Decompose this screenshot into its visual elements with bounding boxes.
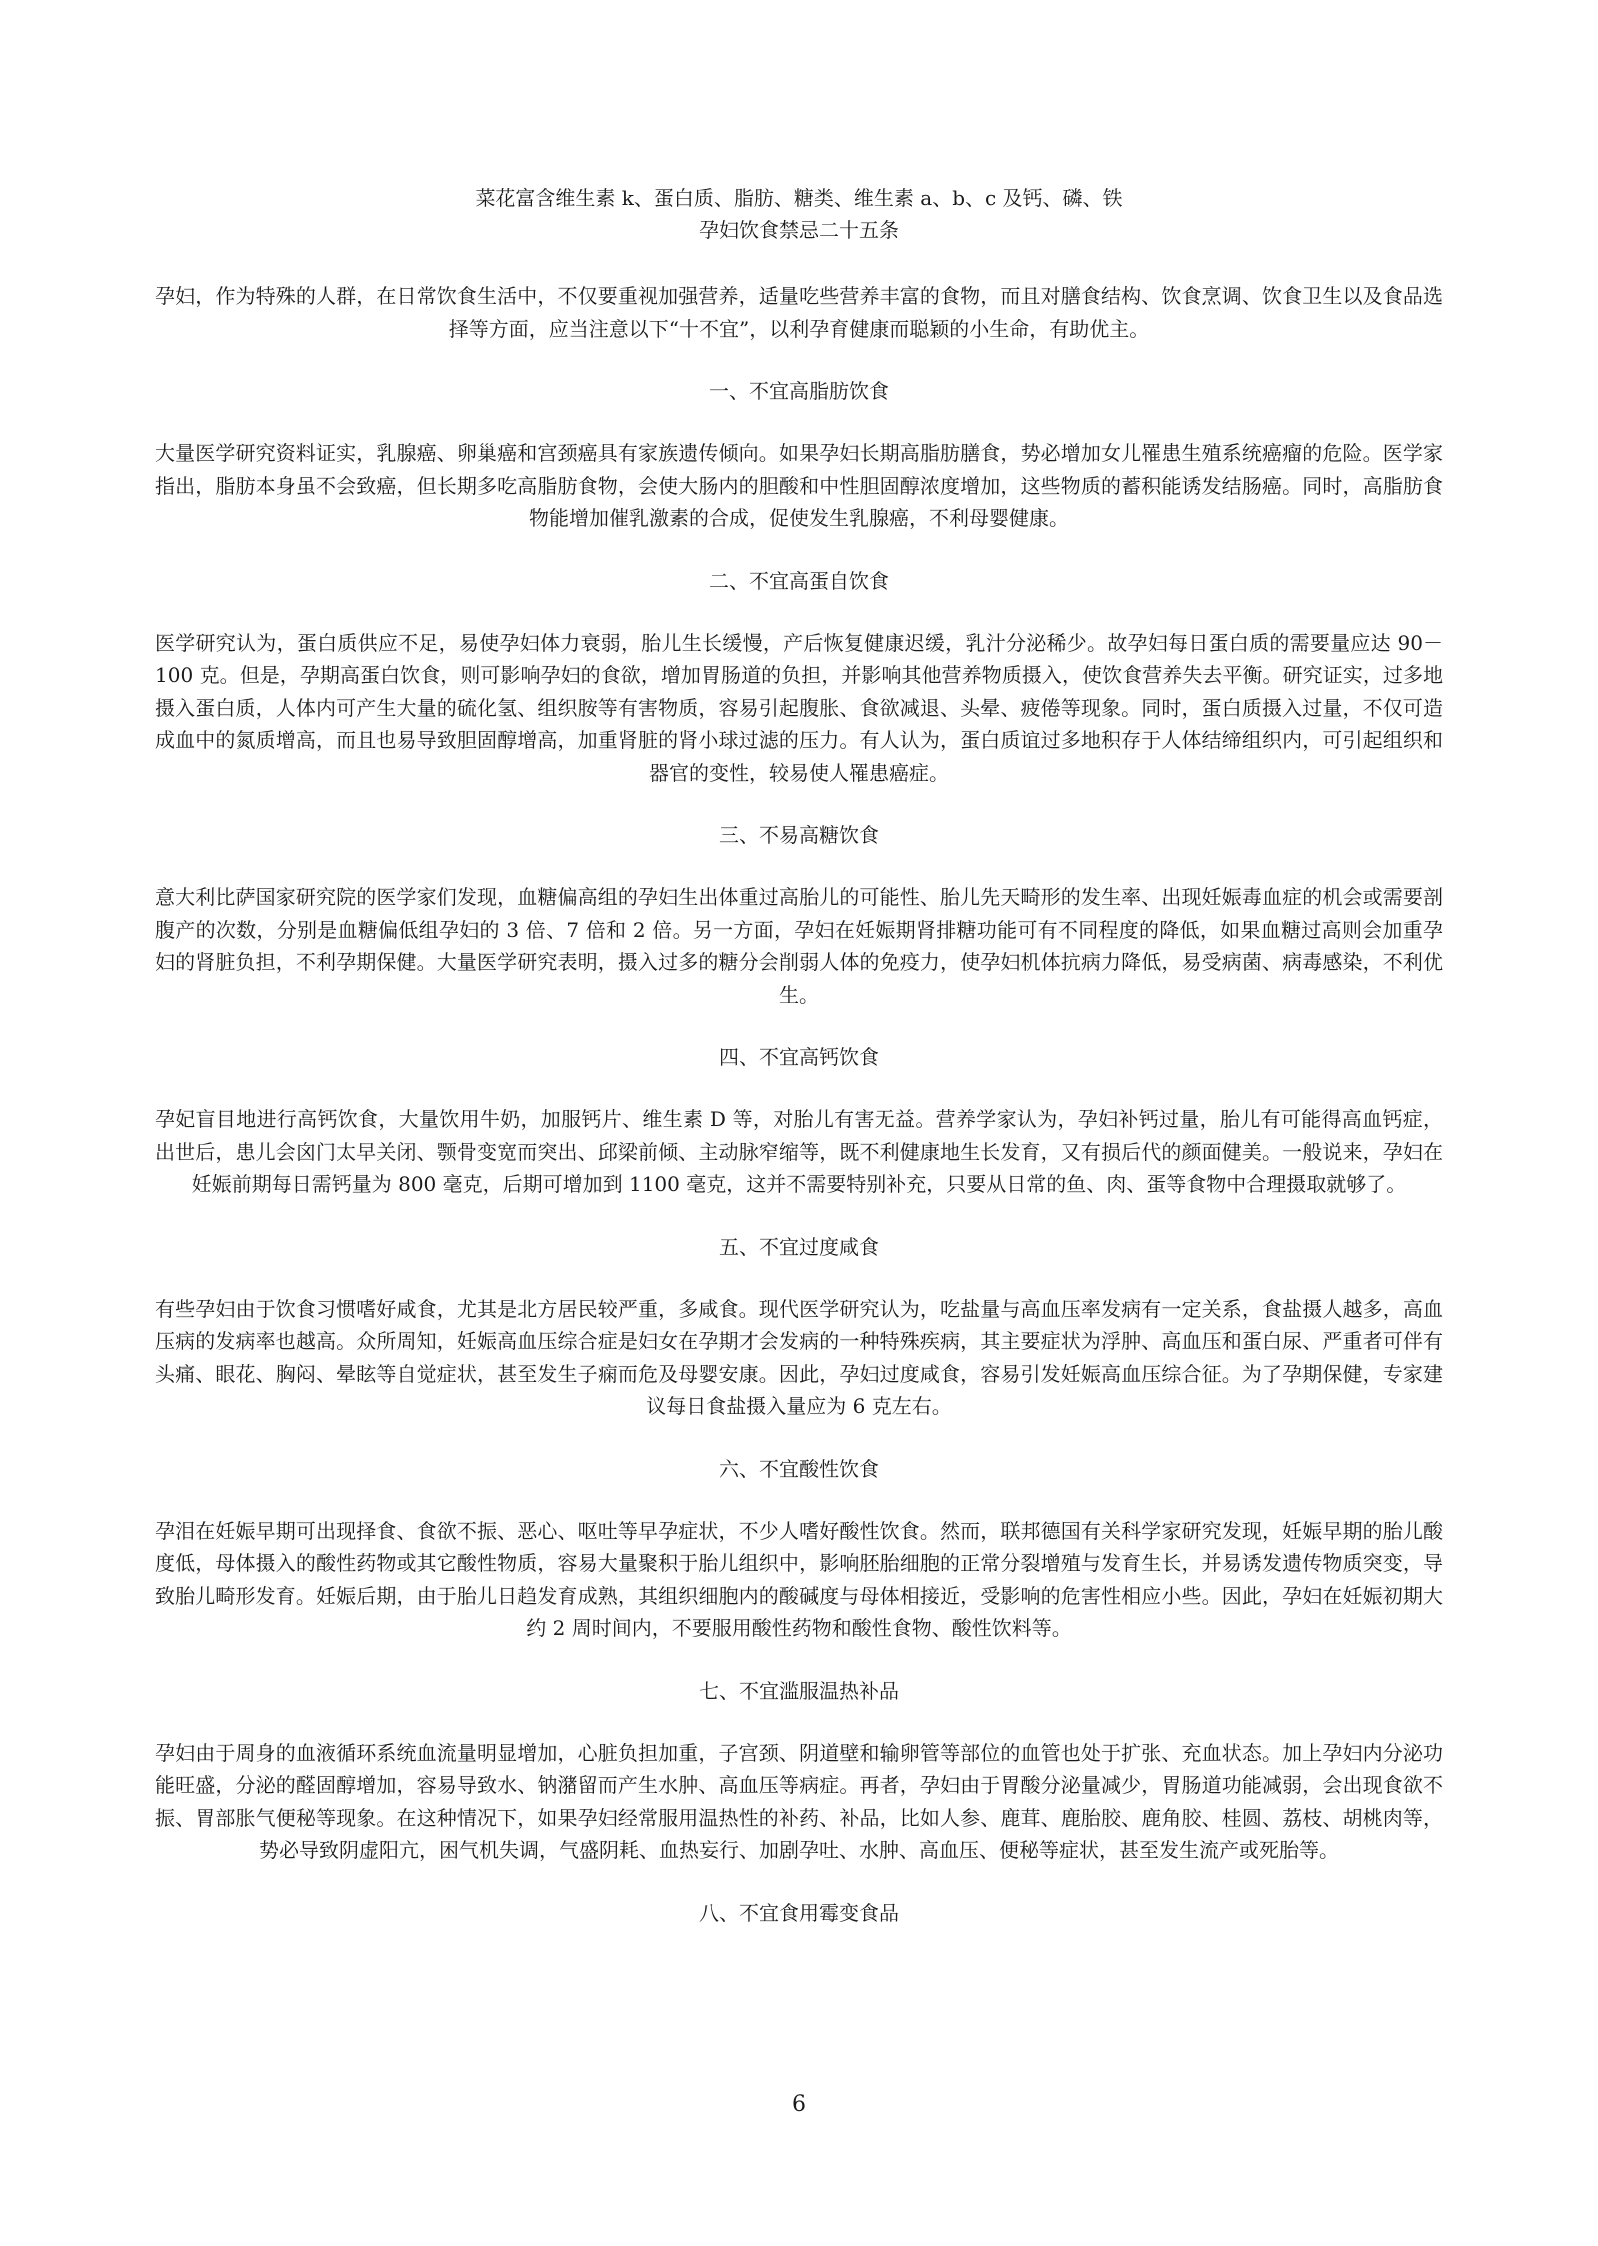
section-heading-1: 一、不宜高脂肪饮食 xyxy=(709,379,889,403)
section-body-3: 意大利比萨国家研究院的医学家们发现，血糖偏高组的孕妇生出体重过高胎儿的可能性、胎儿先天畸形的发生率、出现妊娠毒血症的机会或需要剖腹产的次数，分别是血糖偏低组孕妇的 3 倍、7 倍和 2 倍。另一方面，孕妇在妊娠期肾排糖功能可有不同程度的降低，如果血糖过高则会加重孕妇的肾脏负担，不利孕期保健。大量医学研究表明，摄入过多的糖分会削弱人体的免疫力，使孕妇机体抗病力降低，易受病菌、病毒感染，不利优生。 xyxy=(155,885,1443,1007)
section-heading-3: 三、不易高糖饮食 xyxy=(719,823,879,847)
section-body-4: 孕妃盲目地进行高钙饮食，大量饮用牛奶，加服钙片、维生素 D 等，对胎儿有害无益。营养学家认为，孕妇补钙过量，胎儿有可能得高血钙症，出世后，患儿会囟门太早关闭、颚骨变宽而突出、邱梁前倾、主动脉窄缩等，既不利健康地生长发育，又有损后代的颜面健美。一般说来，孕妇在妊娠前期每日需钙量为 800 毫克，后期可增加到 1100 毫克，这并不需要特别补充，只要从日常的鱼、肉、蛋等食物中合理摄取就够了。 xyxy=(155,1107,1443,1196)
section-heading-8: 八、不宜食用霉变食品 xyxy=(699,1900,899,1925)
section-heading-4: 四、不宜高钙饮食 xyxy=(719,1045,879,1069)
section-heading-5: 五、不宜过度咸食 xyxy=(719,1234,879,1259)
section-heading-7: 七、不宜滥服温热补品 xyxy=(699,1678,899,1703)
section-heading-6: 六、不宜酸性饮食 xyxy=(719,1456,879,1481)
document-title: 孕妇饮食禁忌二十五条 xyxy=(699,218,899,242)
page-number: 6 xyxy=(792,2092,806,2117)
section-body-6: 孕泪在妊娠早期可出现择食、食欲不振、恶心、呕吐等早孕症状，不少人嗜好酸性饮食。然而，联邦德国有关科学家研究发现，妊娠早期的胎儿酸度低，母体摄入的酸性药物或其它酸性物质，容易大量聚积于胎儿组织中，影响胚胎细胞的正常分裂增殖与发育生长，并易诱发遗传物质突变，导致胎儿畸形发育。妊娠后期，由于胎儿日趋发育成熟，其组织细胞内的酸碱度与母体相接近，受影响的危害性相应小些。因此，孕妇在妊娠初期大约 2 周时间内，不要服用酸性药物和酸性食物、酸性饮料等。 xyxy=(155,1518,1443,1640)
section-body-5: 有些孕妇由于饮食习惯嗜好咸食，尤其是北方居民较严重，多咸食。现代医学研究认为，吃盐量与高血压率发病有一定关系，食盐摄人越多，高血压病的发病率也越高。众所周知，妊娠高血压综合症是妇女在孕期才会发病的一种特殊疾病，其主要症状为浮肿、高血压和蛋白尿、严重者可伴有头痛、眼花、胸闷、晕眩等自觉症状，甚至发生子痫而危及母婴安康。因此，孕妇过度咸食，容易引发妊娠高血压综合征。为了孕期保健，专家建议每日食盐摄入量应为 6 克左右。 xyxy=(155,1296,1443,1418)
section-body-2: 医学研究认为，蛋白质供应不足，易使孕妇体力衰弱，胎儿生长缓慢，产后恢复健康迟缓，乳汁分泌稀少。故孕妇每日蛋白质的需要量应达 90－100 克。但是，孕期高蛋白饮食，则可影响孕妇的食欲，增加胃肠道的负担，并影响其他营养物质摄入，使饮食营养失去平衡。研究证实，过多地摄入蛋白质，人体内可产生大量的硫化氢、组织胺等有害物质，容易引起腹胀、食欲减退、头晕、疲倦等现象。同时，蛋白质摄入过量，不仅可造成血中的氮质增高，而且也易导致胆固醇增高，加重肾脏的肾小球过滤的压力。有人认为，蛋白质谊过多地积存于人体结缔组织内，可引起组织和器官的变性，较易使人罹患癌症。 xyxy=(155,630,1443,785)
section-body-7: 孕妇由于周身的血液循环系统血流量明显增加，心脏负担加重，子宫颈、阴道壁和输卵管等部位的血管也处于扩张、充血状态。加上孕妇内分泌功能旺盛，分泌的醛固醇增加，容易导致水、钠潴留而产生水肿、高血压等病症。再者，孕妇由于胃酸分泌量减少，胃肠道功能减弱，会出现食欲不振、胃部胀气便秘等现象。在这种情况下，如果孕妇经常服用温热性的补药、补品，比如人参、鹿茸、鹿胎胶、鹿角胶、桂圆、荔枝、胡桃肉等，势必导致阴虚阳亢，困气机失调，气盛阴耗、血热妄行、加剧孕吐、水肿、高血压、便秘等症状，甚至发生流产或死胎等。 xyxy=(155,1740,1443,1862)
header-line: 菜花富含维生素 k、蛋白质、脂肪、糖类、维生素 a、b、c 及钙、磷、铁 xyxy=(475,186,1123,210)
intro-paragraph: 孕妇，作为特殊的人群，在日常饮食生活中，不仅要重视加强营养，适量吃些营养丰富的食物，而且对膳食结构、饮食烹调、饮食卫生以及食品选择等方面，应当注意以下“十不宜”，以利孕育健康而聪颖的小生命，有助优主。 xyxy=(155,284,1443,341)
section-body-1: 大量医学研究资料证实，乳腺癌、卵巢癌和宫颈癌具有家族遗传倾向。如果孕妇长期高脂肪膳食，势必增加女儿罹患生殖系统癌瘤的危险。医学家指出，脂肪本身虽不会致癌，但长期多吃高脂肪食物，会使大肠内的胆酸和中性胆固醇浓度增加，这些物质的蓄积能诱发结肠癌。同时，高脂肪食物能增加催乳激素的合成，促使发生乳腺癌，不利母婴健康。 xyxy=(155,441,1443,530)
section-heading-2: 二、不宜高蛋自饮食 xyxy=(709,568,889,593)
